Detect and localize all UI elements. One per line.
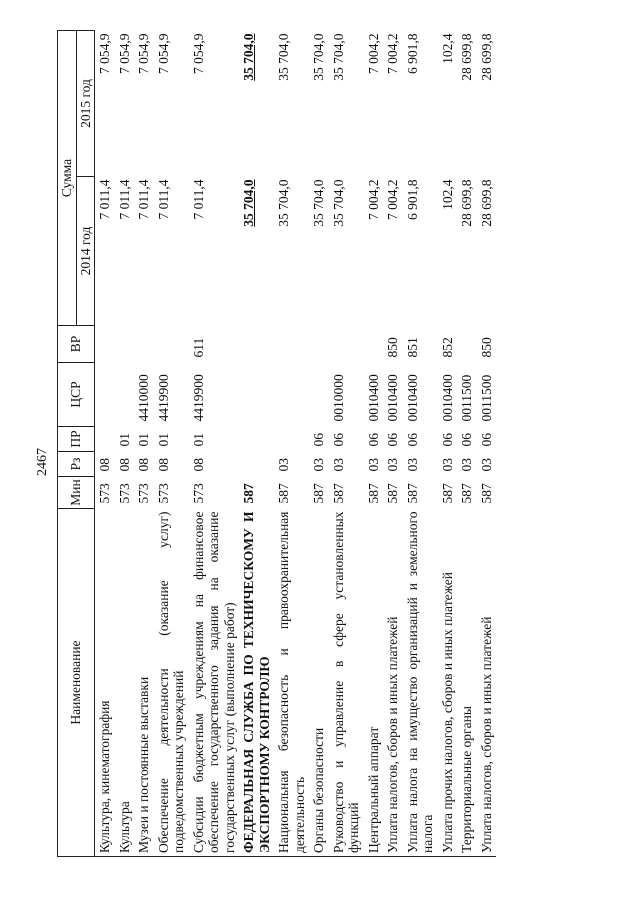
row-sum-2015: 35 704,0 <box>241 33 256 81</box>
row-csr: 4410000 <box>136 374 151 422</box>
row-name: Культура, кинематография <box>95 509 115 857</box>
page-number: 2467 <box>35 448 50 476</box>
row-vr <box>115 326 135 363</box>
row-name: Территориальные органы <box>457 509 477 857</box>
row-vr: 851 <box>404 337 420 358</box>
row-pr <box>95 427 115 452</box>
row-sum-2015: 28 699,8 <box>459 33 474 81</box>
row-name: Музеи и постоянные выставки <box>134 509 154 857</box>
header-name: Наименование <box>58 509 95 857</box>
row-sum-2015: 28 699,8 <box>478 33 494 81</box>
row-csr: 4419900 <box>190 374 206 422</box>
row-vr: 850 <box>385 337 400 358</box>
row-sum-2015: 102,4 <box>439 33 455 64</box>
row-sum-2014: 35 704,0 <box>276 179 291 227</box>
header-sum: Сумма <box>58 30 77 325</box>
row-name: Уплата прочих налогов, сборов и иных платежей <box>438 509 458 857</box>
row-pr: 01 <box>116 433 132 447</box>
row-name: Субсидии бюджетным учреждениям на финансовое обеспечение государственного задания на оказание государственных услуг (выполнение работ) <box>189 509 240 857</box>
row-min: 573 <box>97 483 112 504</box>
row-sum-2014: 35 704,0 <box>241 179 256 227</box>
header-min: Мин <box>58 477 95 509</box>
row-rz: 03 <box>311 458 326 472</box>
row-pr: 06 <box>439 433 455 447</box>
row-name: Уплата налогов, сборов и иных платежей <box>477 509 497 857</box>
row-rz: 03 <box>459 458 474 472</box>
row-min: 587 <box>241 483 256 504</box>
row-sum-2014: 35 704,0 <box>330 179 346 227</box>
row-rz: 08 <box>116 458 132 472</box>
row-rz: 08 <box>136 458 151 472</box>
header-year-2015: 2015 год <box>76 30 95 176</box>
row-pr: 06 <box>459 433 474 447</box>
table-row <box>403 30 438 856</box>
row-sum-2014: 7 011,4 <box>116 179 132 220</box>
row-sum-2014: 7 011,4 <box>190 179 206 220</box>
row-vr <box>95 326 115 363</box>
row-name: Уплата налогов, сборов и иных платежей <box>383 509 403 857</box>
header-pr: ПР <box>58 427 95 452</box>
table-body <box>95 30 497 856</box>
budget-table <box>57 30 496 857</box>
row-sum-2014: 102,4 <box>439 179 455 210</box>
row-name: Культура <box>115 509 135 857</box>
row-sum-2014: 35 704,0 <box>311 179 326 227</box>
header-vr: ВР <box>58 326 95 363</box>
row-csr: 0011500 <box>478 374 494 422</box>
row-min: 587 <box>478 483 494 504</box>
header-csr: ЦСР <box>58 363 95 427</box>
row-min: 573 <box>136 483 151 504</box>
row-name: Уплата налога на имущество организаций и земельного налога <box>403 509 438 857</box>
row-rz: 03 <box>439 458 455 472</box>
row-pr: 06 <box>311 433 326 447</box>
row-sum-2014: 28 699,8 <box>459 179 474 227</box>
row-csr <box>274 363 309 427</box>
row-name: Органы безопасности <box>309 509 329 857</box>
row-sum-2015: 7 004,2 <box>385 33 400 74</box>
row-csr: 0010400 <box>404 374 420 422</box>
table-row <box>438 30 458 856</box>
table-row <box>477 30 497 856</box>
row-csr: 0010400 <box>385 374 400 422</box>
row-min: 587 <box>404 483 420 504</box>
row-csr <box>309 363 329 427</box>
header-rz: Рз <box>58 452 95 477</box>
row-sum-2015: 6 901,8 <box>404 33 420 74</box>
table-row <box>457 30 477 856</box>
row-vr <box>364 326 384 363</box>
row-vr <box>154 326 189 363</box>
row-rz: 03 <box>478 458 494 472</box>
row-sum-2014: 28 699,8 <box>478 179 494 227</box>
row-rz: 08 <box>155 458 171 472</box>
row-name: Руководство и управление в сфере установленных функций <box>329 509 364 857</box>
row-sum-2015: 7 054,9 <box>97 33 112 74</box>
row-vr <box>329 326 364 363</box>
row-sum-2014: 7 004,2 <box>365 179 381 220</box>
header-row <box>58 30 77 856</box>
table-row <box>134 30 154 856</box>
row-min: 587 <box>439 483 455 504</box>
row-pr: 06 <box>365 433 381 447</box>
row-pr: 06 <box>330 433 346 447</box>
table-row <box>364 30 384 856</box>
table-row <box>189 30 240 856</box>
row-sum-2015: 35 704,0 <box>330 33 346 81</box>
row-name: Центральный аппарат <box>364 509 384 857</box>
row-name: ФЕДЕРАЛЬНАЯ СЛУЖБА ПО ТЕХНИЧЕСКОМУ И ЭКСПОРТНОМУ КОНТРОЛЮ <box>239 509 274 857</box>
row-min: 587 <box>311 483 326 504</box>
row-vr <box>309 326 329 363</box>
row-vr <box>134 326 154 363</box>
row-min: 573 <box>155 483 171 504</box>
row-pr: 06 <box>385 433 400 447</box>
row-min: 573 <box>190 483 206 504</box>
row-csr: 0010000 <box>330 374 346 422</box>
header-year-2014: 2014 год <box>76 177 95 326</box>
table-row <box>329 30 364 856</box>
row-rz: 03 <box>365 458 381 472</box>
row-sum-2015: 7 054,9 <box>190 33 206 74</box>
row-sum-2015: 35 704,0 <box>311 33 326 81</box>
row-sum-2014: 7 011,4 <box>97 179 112 220</box>
row-csr <box>95 363 115 427</box>
row-pr <box>239 427 274 452</box>
row-min: 573 <box>116 483 132 504</box>
row-name: Национальная безопасность и правоохранительная деятельность <box>274 509 309 857</box>
row-csr <box>115 363 135 427</box>
row-pr: 01 <box>190 433 206 447</box>
row-rz: 08 <box>190 458 206 472</box>
row-sum-2014: 7 004,2 <box>385 179 400 220</box>
row-pr: 06 <box>404 433 420 447</box>
row-pr <box>274 427 309 452</box>
table-row <box>309 30 329 856</box>
row-rz <box>239 452 274 477</box>
table-row <box>95 30 115 856</box>
row-csr: 0010400 <box>439 374 455 422</box>
row-sum-2014: 7 011,4 <box>136 179 151 220</box>
row-sum-2015: 7 054,9 <box>116 33 132 74</box>
table-row <box>274 30 309 856</box>
row-rz: 08 <box>97 458 112 472</box>
row-sum-2015: 35 704,0 <box>276 33 291 81</box>
row-vr <box>274 326 309 363</box>
row-rz: 03 <box>385 458 400 472</box>
table-row <box>239 30 274 856</box>
row-name: Обеспечение деятельности (оказание услуг) подведомственных учреждений <box>154 509 189 857</box>
table-row <box>383 30 403 856</box>
table-row <box>115 30 135 856</box>
row-min: 587 <box>330 483 346 504</box>
row-sum-2015: 7 054,9 <box>155 33 171 74</box>
row-vr <box>457 326 477 363</box>
row-min: 587 <box>459 483 474 504</box>
row-pr: 06 <box>478 433 494 447</box>
row-vr <box>239 326 274 363</box>
row-min: 587 <box>276 483 291 504</box>
table-row <box>154 30 189 856</box>
row-rz: 03 <box>404 458 420 472</box>
row-min: 587 <box>365 483 381 504</box>
row-rz: 03 <box>330 458 346 472</box>
row-csr: 0010400 <box>365 374 381 422</box>
row-pr: 01 <box>155 433 171 447</box>
row-sum-2014: 6 901,8 <box>404 179 420 220</box>
row-csr: 4419900 <box>155 374 171 422</box>
row-pr: 01 <box>136 433 151 447</box>
row-csr <box>239 363 274 427</box>
row-vr: 852 <box>439 337 455 358</box>
row-csr: 0011500 <box>459 374 474 422</box>
row-rz: 03 <box>276 458 291 472</box>
row-sum-2015: 7 004,2 <box>365 33 381 74</box>
row-sum-2014: 7 011,4 <box>155 179 171 220</box>
row-vr: 850 <box>478 337 494 358</box>
row-vr: 611 <box>190 337 206 358</box>
row-sum-2015: 7 054,9 <box>136 33 151 74</box>
row-min: 587 <box>385 483 400 504</box>
